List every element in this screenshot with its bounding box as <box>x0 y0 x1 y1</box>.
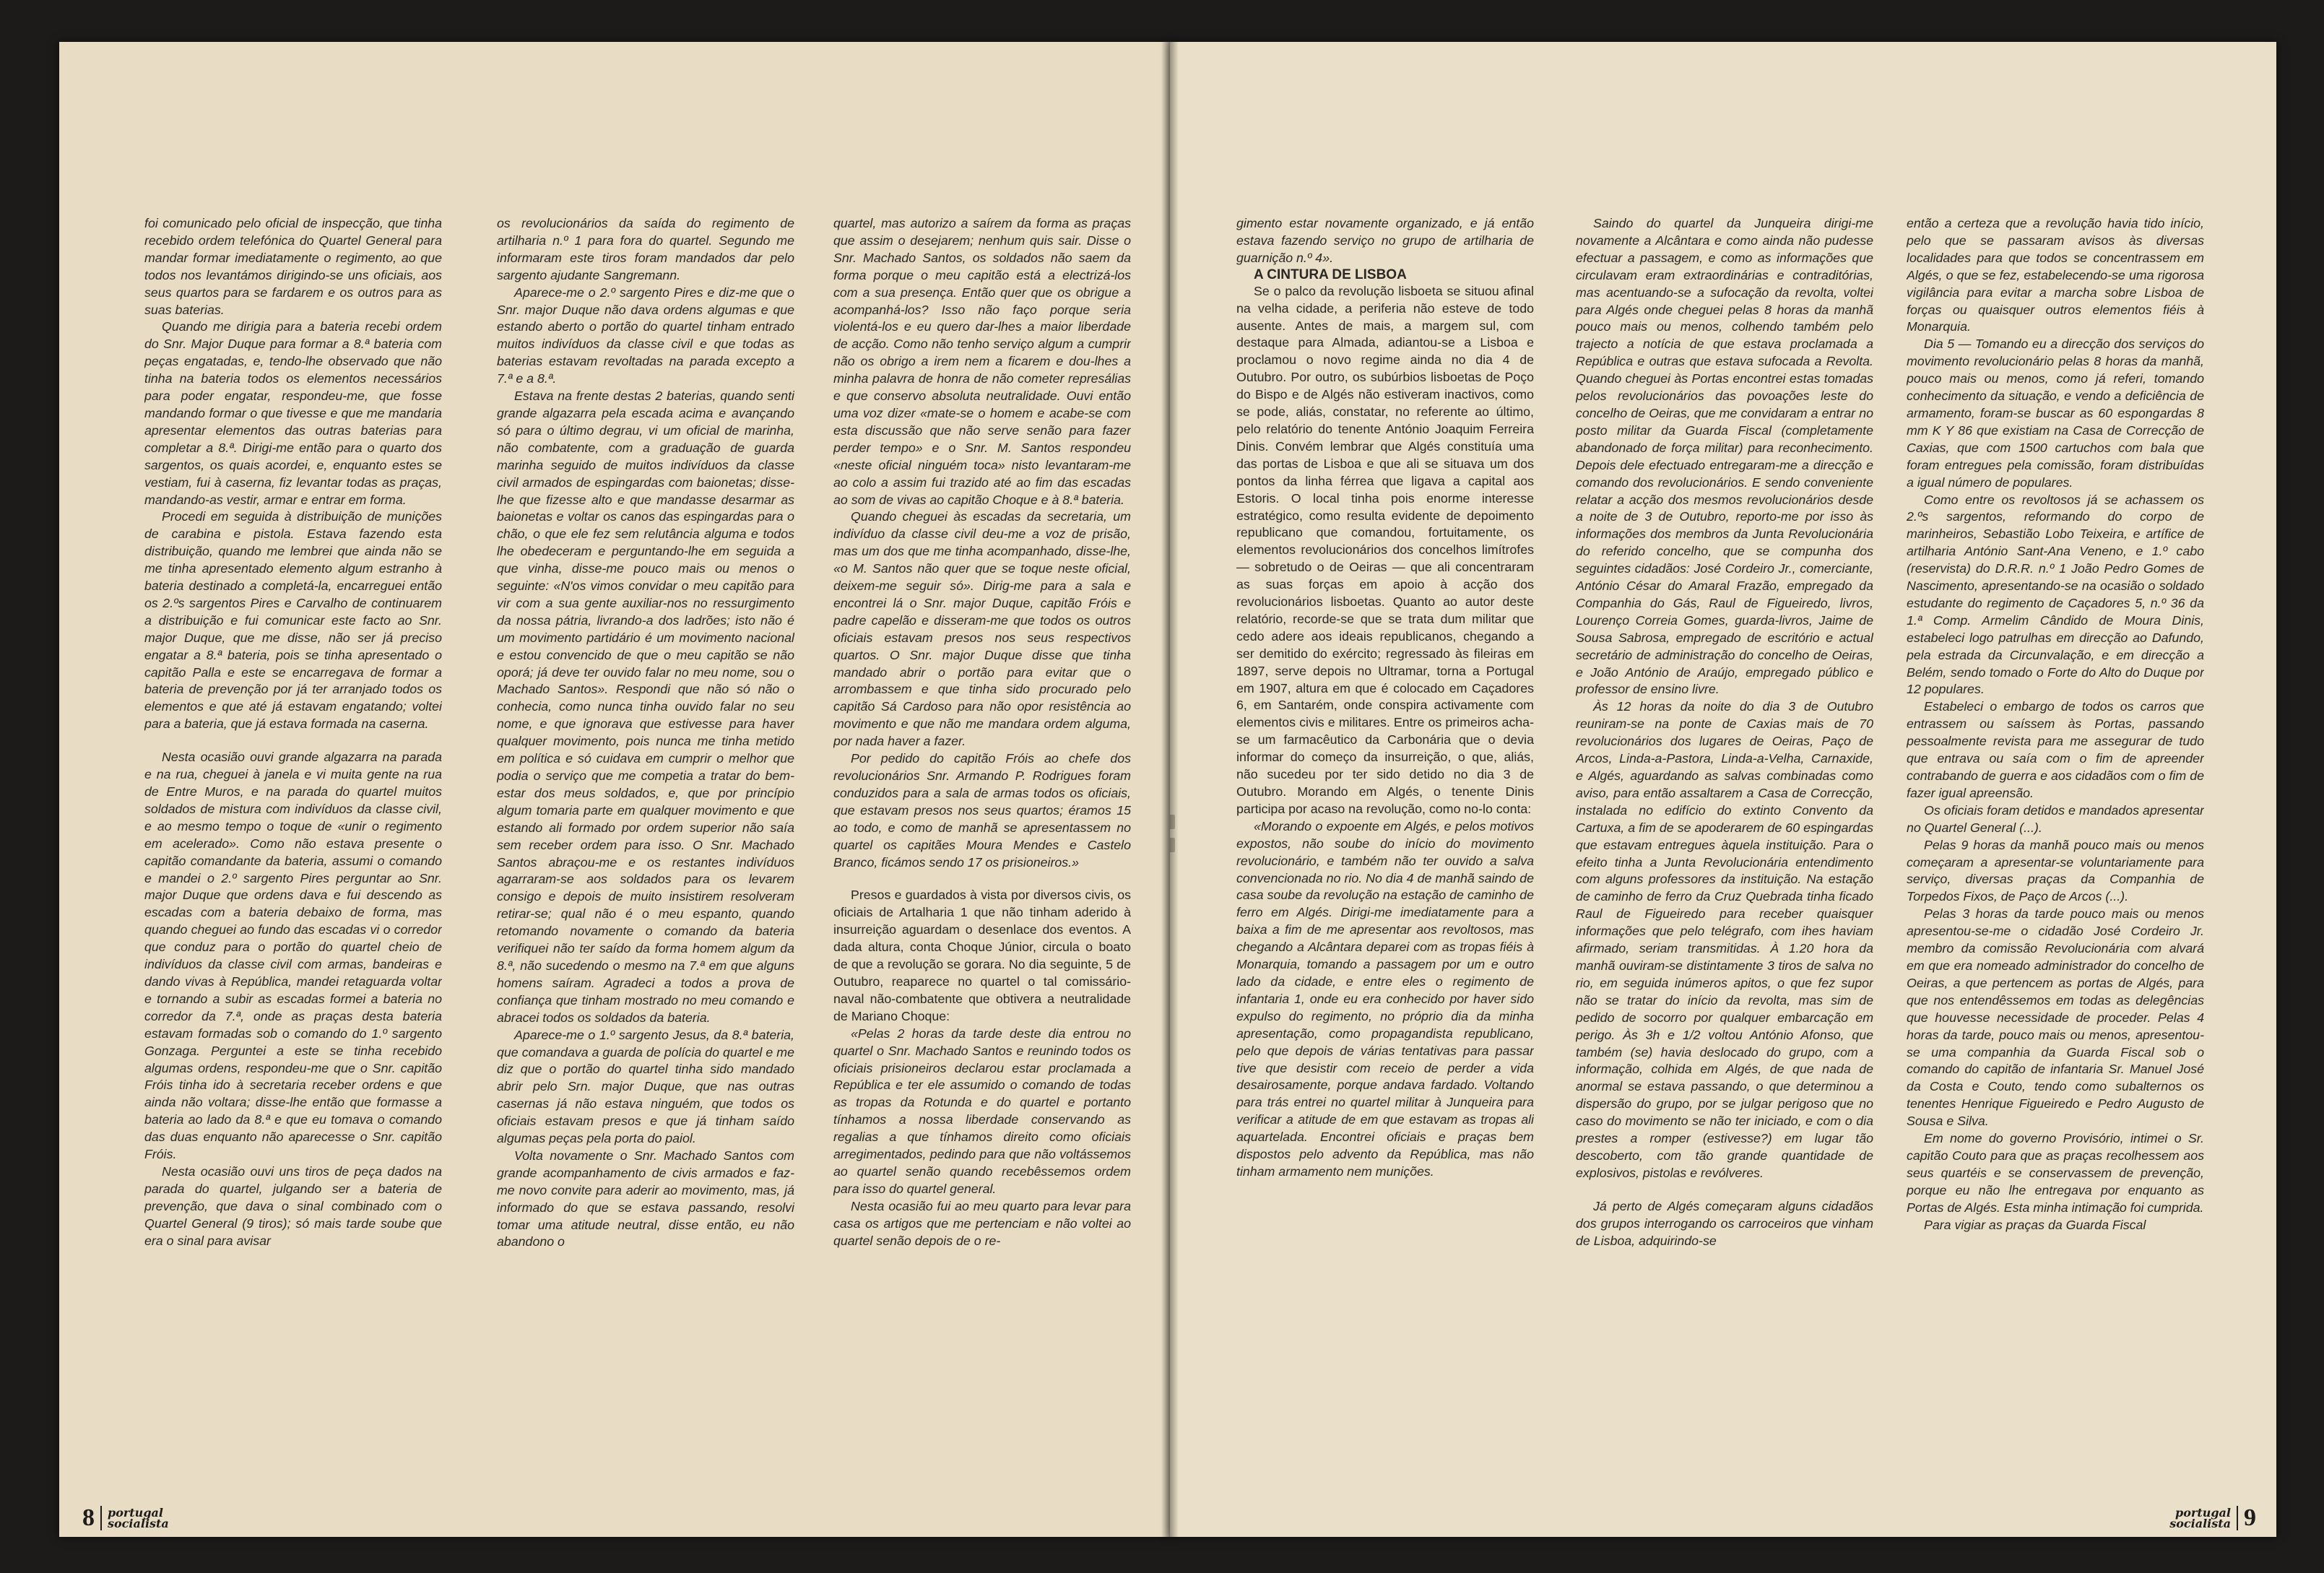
paragraph: Por pedido do capitão Fróis ao chefe dos revolucionários Snr. Armando P. Rodrigues foram conduzidos para a sala de armas todos os oficiais, que estavam presos nos seus quartos; éramos 15 ao todo, e como de manhã se apresentassem no quartel os capitães Moura Mendes e Castelo Branco, ficámos sendo 17 os prisioneiros.» <box>833 751 1131 870</box>
magazine-logo: portugal socialista <box>2169 1506 2231 1530</box>
paragraph: Nesta ocasião fui ao meu quarto para levar para casa os artigos que me pertenciam e não voltei ao quartel senão depois de o re- <box>833 1198 1131 1248</box>
paragraph: os revolucionários da saída do regimento de artilharia n.º 1 para fora do quartel. Segundo me informaram este tiros foram mandados dar pelo sargento ajudante Sangremann. <box>497 216 794 282</box>
paragraph: Pelas 9 horas da manhã pouco mais ou menos começaram a apresentar-se voluntariamente para serviço, diversas praças da Companhia de Torpedos Fixos, de Paço de Arcos (...). <box>1907 837 2204 904</box>
paragraph: Os oficiais foram detidos e mandados apresentar no Quartel General (...). <box>1907 802 2204 835</box>
paragraph: Estabeleci o embargo de todos os carros que entrassem ou saíssem às Portas, passando pessoalmente revista para me assegurar de tudo que entrava ou saía com o fim de apreender contrabando de guerra e aos cidadãos com o fim de fazer igual apreensão. <box>1907 699 2204 800</box>
paragraph: Estava na frente destas 2 baterias, quando senti grande algazarra pela escada acima e avançando só para o último degrau, vi um oficial de marinha, não combatente, com a graduação de guarda marinha seguido de muitos indivíduos da classe civil armados de espingardas com baionetas; disse-lhe que fizesse alto e que mandasse desarmar as baionetas e voltar os canos das espingardas para o chão, o que ele fez sem relutância alguma e todos lhe obedeceram e perguntando-lhe em seguida a que vinha, disse-me pouco mais ou menos o seguinte: «N'os vimos convidar o meu capitão para vir com a sua gente auxiliar-nos no ressurgimento da nossa pátria, livrando-a dos ladrões; isto não é um movimento partidário é um movimento nacional e estou convencido de que o meu capitão se não oporá; já deve ter ouvido falar no meu nome, sou o Machado Santos». Respondi que não só não o conhecia, como nunca tinha ouvido falar no seu nome, e que ignorava que estivesse para haver qualquer movimento, pois nunca me tinha metido em política e só cuidava em cumprir o melhor que podia o serviço que me competia a tratar do bem-estar dos meus soldados, e, que por princípio algum tomaria parte em qualquer movimento e que estando ali formado por ordem superior não saía sem receber ordem para isso. O Snr. Machado Santos abraçou-me e os restantes indivíduos agarraram-se aos soldados para os levarem consigo e depois de muito insistirem resolveram retirar-se; qual não é o meu espanto, quando retomando novamente o comando da bateria verifiquei não ter saído da forma homem algum da 8.ª, não sucedendo o mesmo na 7.ª em que alguns homens saíram. Agradeci a todos a prova de confiança que tinham mostrado no meu comando e abracei todos os soldados da bateria. <box>497 389 794 1025</box>
paragraph: foi comunicado pelo oficial de inspecção, que tinha recebido ordem telefónica do Quartel General para mandar formar imediatamente o regimento, ao que todos nos levantámos dirigindo-se uns oficiais, aos seus quartos para se fardarem e os outros para as suas baterias. <box>144 216 442 317</box>
left-column-2 <box>497 215 794 1486</box>
right-page <box>1170 42 2276 1537</box>
paragraph: Se o palco da revolução lisboeta se situou afinal na velha cidade, a periferia não esteve de todo ausente. Antes de mais, a margem sul, com destaque para Almada, adiantou-se a Lisboa e proclamou o novo regime ainda no dia 4 de Outubro. Por outro, os subúrbios lisboetas de Poço do Bispo e de Algés não estiveram inactivos, como se pode, aliás, constatar, no referente ao último, pelo relatório do tenente António Joaquim Ferreira Dinis. Convém lembrar que Algés constituía uma das portas de Lisboa e que ali se situava um dos pontos da linha férrea que ligava a capital aos Estoris. O local tinha pois enorme interesse estratégico, como resulta evidente de depoimento republicano que comandou, fortuitamente, os elementos revolucionários dos concelhos limítrofes — sobretudo o de Oeiras — que ali concentraram as suas forças em apoio à acção dos revolucionários lisboetas. Quanto ao autor deste relatório, recorde-se que se trata dum militar que cedo adere aos ideais republicanos, chegando a ser demitido do exército; regressado às fileiras em 1897, serve depois no Ultramar, torna a Portugal em 1907, altura em que é colocado em Caçadores 6, em Santarém, onde conspira activamente com elementos civis e militares. Entre os primeiros acha-se um farmacêutico da Carbonária que o devia informar do começo da insurreição, o que, aliás, não sucedeu por ter sido detido no dia 3 de Outubro. Morando em Algés, o tenente Dinis participa por acaso na revolução, como no-lo conta: <box>1236 283 1534 816</box>
paragraph: Nesta ocasião ouvi uns tiros de peça dados na parada do quartel, julgando ser a bateria de prevenção, que dava o sinal combinado com o Quartel General (9 tiros); só mais tarde soube que era o sinal para avisar <box>144 1164 442 1248</box>
paragraph: então a certeza que a revolução havia tido início, pelo que se passaram avisos às diversas localidades para que todos se concentrassem em Algés, o que se fez, estabelecendo-se uma rigorosa vigilância para evitar a marcha sobre Lisboa de forças ou quaisquer outros elementos fiéis à Monarquia. <box>1907 216 2204 334</box>
left-column-3 <box>833 215 1131 1486</box>
paragraph: «Pelas 2 horas da tarde deste dia entrou no quartel o Snr. Machado Santos e reunindo todos os oficiais prisioneiros declarou estar proclamada a República e ter ele assumido o comando de todas as tropas da Rotunda e do quartel e portanto tínhamos a nossa liberdade conservando as regalias a que tínhamos direito como oficiais arregimentados, pedindo para que não voltássemos ao quartel senão quando recebêssemos ordem para isso do quartel general. <box>833 1026 1131 1196</box>
spine-gutter <box>1161 42 1179 1537</box>
paragraph: Nesta ocasião ouvi grande algazarra na parada e na rua, cheguei à janela e vi muita gente na rua de Entre Muros, e na parada do quartel muitos soldados de mistura com indivíduos da classe civil, e ao mesmo tempo o toque de «unir o regimento em acelerado». Como não estava presente o capitão comandante da bateria, assumi o comando e mandei o 2.º sargento Pires perguntar ao Snr. major Duque que ordens dava e fui descendo as escadas com a bateria debaixo de forma, mas quando cheguei ao fundo das escadas vi o corredor que conduz para o portão do quartel cheio de indivíduos da classe civil com armas, bandeiras e dando vivas à República, mandei retaguarda voltar e tornando a subir as escadas formei a bateria no corredor da 7.ª, onde as praças desta bateria estavam formadas sob o comando do 1.º sargento Gonzaga. Perguntei a este se tinha recebido algumas ordens, respondeu-me que o Snr. capitão Fróis tinha ido à secretaria receber ordens e que ainda não voltara; disse-lhe então que formasse a bateria ao lado da 8.ª e que eu tomava o comando das duas enquanto não aparecesse o Snr. capitão Fróis. <box>144 750 442 1162</box>
paragraph: Às 12 horas da noite do dia 3 de Outubro reuniram-se na ponte de Caxias mais de 70 revolucionários dos lugares de Oeiras, Paço de Arcos, Linda-a-Pastora, Linda-a-Velha, Carnaxide, e Algés, aguardando as salvas combinadas como aviso, para então assaltarem a Casa de Correcção, instalada no edifício do extinto Convento da Cartuxa, a fim de se apoderarem de 60 espingardas que estavam entregues àquela instituição. Para o efeito tinha a Junta Revolucionária entendimento com alguns professores da instituição. Na estação de caminho de ferro da Cruz Quebrada tinha ficado Raul de Figueiredo para receber quaisquer informações que pelo telégrafo, com ihes haviam afirmado, seriam transmitidas. À 1.20 hora da manhã ouviram-se distintamente 3 tiros de salva no rio, em seguida inúmeros apitos, o que fez supor não se tratar do início da revolta, mas sim de pedido de socorro por qualquer embarcação em perigo. Às 3h e 1/2 voltou António Afonso, que também (se) havia deslocado do grupo, com a informação, colhida em Algés, de que nada de anormal se estava passando, o que determinou a dispersão do grupo, por se julgar perigoso que no caso do movimento se não ter iniciado, e com o dia prestes a romper (estivesse?) em lugar tão descoberto, com tão grande quantidade de explosivos, pistolas e revólveres. <box>1576 699 1873 1180</box>
right-page-footer <box>2169 1504 2256 1532</box>
page-number: 8 <box>82 1504 95 1531</box>
paragraph: Procedi em seguida à distribuição de munições de carabina e pistola. Estava fazendo esta distribuição, quando me lembrei que ainda não se me tinha apresentado elemento algum estranho à bateria destinado a completá-la, encarreguei então os 2.ºs sargentos Pires e Carvalho de continuarem a distribuição e fui comunicar este facto ao Snr. major Duque, que me disse, não ser já preciso engatar a 8.ª bateria, pois se tinha apresentado o capitão Palla e este se encarregava de formar a bateria de prevenção por já ter arranjado todos os elementos e que até já estavam engatando; voltei para a bateria, que já estava formada na caserna. <box>144 509 442 732</box>
left-page-footer <box>82 1504 169 1532</box>
paragraph: Volta novamente o Snr. Machado Santos com grande acompanhamento de civis armados e faz-me novo convite para aderir ao movimento, mas, já informado do que se estava passando, resolvi tomar uma atitude neutral, disse então, eu não abandono o <box>497 1148 794 1249</box>
paragraph: Aparece-me o 1.º sargento Jesus, da 8.ª bateria, que comandava a guarda de polícia do quartel e me diz que o portão do quartel tinha sido mandado abrir pelo Srn. major Duque, que nas outras casernas já não estava ninguém, que todos os oficiais estavam presos e que já tinham saído algumas peças pela porta do paiol. <box>497 1027 794 1146</box>
right-column-3 <box>1907 215 2204 1486</box>
paragraph: Como entre os revoltosos já se achassem os 2.ºs sargentos, reformando do corpo de marinheiros, Sebastião Lobo Teixeira, e artífice de artilharia António Sant-Ana Veneno, e 1.º cabo (reservista) do D.R.R. n.º 1 João Pedro Gomes de Nascimento, apresentando-se na ocasião o soldado estudante do regimento de Caçadores 5, n.º 36 da 1.ª Comp. Armelim Cândido de Moura Dinis, estabeleci logo patrulhas em direcção ao Dafundo, pela estrada da Circunvalação, e em direcção a Belém, sendo tomado o Forte do Alto do Duque por 12 populares. <box>1907 492 2204 697</box>
paragraph: Aparece-me o 2.º sargento Pires e diz-me que o Snr. major Duque não dava ordens algumas e que estando aberto o portão do quartel tinham entrado muitos indivíduos da classe civil e que todas as baterias estavam revoltadas na parada excepto a 7.ª e a 8.ª. <box>497 285 794 386</box>
page-number: 9 <box>2244 1504 2256 1531</box>
folio-divider <box>2237 1506 2238 1530</box>
paragraph: Pelas 3 horas da tarde pouco mais ou menos apresentou-se-me o cidadão José Cordeiro Jr. membro da comissão Revolucionária com alvará em que era nomeado administrador do concelho de Oeiras, a que pertencem as portas de Algés, para que nos entendêssemos em todas as delegências que houvesse necessidade de proceder. Pelas 4 horas da tarde, pouco mais ou menos, apresentou-se uma companhia da Guarda Fiscal sob o comando do capitão de infantaria Sr. Manuel José da Costa e Couto, tendo como subalternos os tenentes Henrique Figueiredo e Pedro Augusto de Sousa e Silva. <box>1907 906 2204 1129</box>
left-page <box>59 42 1170 1537</box>
paragraph: gimento estar novamente organizado, e já então estava fazendo serviço no grupo de artilharia de guarnição n.º 4». <box>1236 216 1534 265</box>
right-column-1 <box>1236 215 1534 1486</box>
paragraph: Quando cheguei às escadas da secretaria, um indivíduo da classe civil deu-me a voz de prisão, mas um dos que me tinha acompanhado, disse-lhe, «o M. Santos não quer que se toque neste oficial, deixem-me seguir só». Dirig-me para a sala e encontrei lá o Snr. major Duque, capitão Fróis e padre capelão e disseram-me que todos os outros oficiais estavam presos nos seus respectivos quartos. O Snr. major Duque disse que tinha mandado abrir o portão para evitar que o arrombassem e que tinha sido procurado pelo capitão Sá Cardoso para não opor resistência ao movimento e que não me mandara ordem alguma, por nada haver a fazer. <box>833 509 1131 749</box>
paragraph: quartel, mas autorizo a saírem da forma as praças que assim o desejarem; nenhum quis sair. Disse o Snr. Machado Santos, os soldados não saem da forma porque o meu capitão está a electrizá-los com a sua presença. Então quer que os obrigue a acompanhá-los? Isso não faço porque seria violentá-los e eu quero dar-lhes a maior liberdade de acção. Como não tenho serviço algum a cumprir não os obrigo a irem nem a ficarem e dou-lhes a minha palavra de honra de não cometer represálias e que conservo absoluta neutralidade. Ouvi então uma voz dizer «mate-se o homem e acabe-se com esta discussão que não serve senão para fazer perder tempo» e o Snr. M. Santos respondeu «neste oficial ninguém toca» nisto levantaram-me ao colo a assim fui trazido até ao fim das escadas ao som de vivas ao capitão Choque e à 8.ª bateria. <box>833 216 1131 507</box>
paragraph: Saindo do quartel da Junqueira dirigi-me novamente a Alcântara e como ainda não pudesse efectuar a passagem, e como as informações que circulavam eram extraordinárias e contraditórias, mas acentuando-se a sufocação da revolta, voltei para Algés onde cheguei pelas 8 horas da manhã pouco mais ou menos, colhendo também pelo trajecto a notícia de que estava proclamada a República e outras que estava sufocada a Revolta. Quando cheguei às Portas encontrei estas tomadas pelos revolucionários das povoações leste do concelho de Oeiras, que me convidaram a entrar no posto militar da Guarda Fiscal (completamente abandonado de força militar) para reconhecimento. Depois dele efectuado entregaram-me a direcção e comando dos revolucionários. E sendo conveniente relatar a acção dos mesmos revolucionários desde a noite de 3 de Outubro, reporto-me por isso às informações dos membros da Junta Revolucionária do referido concelho, que se compunha dos seguintes cidadãos: José Cordeiro Jr., comerciante, António César do Amaral Frazão, empregado da Companhia do Gás, Raul de Figueiredo, livros, Lourenço Correia Gomes, guarda-livros, Jaime de Sousa Sabrosa, empregado de escritório e actual secretário de administração do concelho de Oeiras, e João António de Araújo, empregado público e professor de ensino livre. <box>1576 216 1873 697</box>
paragraph: Já perto de Algés começaram alguns cidadãos dos grupos interrogando os carroceiros que vinham de Lisboa, adquirindo-se <box>1576 1198 1873 1248</box>
paragraph: Quando me dirigia para a bateria recebi ordem do Snr. Major Duque para formar a 8.ª bateria com peças engatadas, e, tendo-lhe observado que não tinha na bateria todos os elementos necessários para poder engatar, respondeu-me, que fosse mandando formar o que tivesse e que me mandaria apresentar elementos das outras baterias para completar a 8.ª. Dirigi-me então para o quarto dos sargentos, os quais acordei, e, enquanto estes se vestiam, fui à caserna, fiz levantar todas as praças, mandando-as vestir, armar e entrar em forma. <box>144 319 442 507</box>
paragraph: Para vigiar as praças da Guarda Fiscal <box>1924 1217 2146 1232</box>
magazine-logo: portugal socialista <box>108 1506 169 1530</box>
paragraph: «Morando o expoente em Algés, e pelos motivos expostos, não soube do início do movimento revolucionário, e também não ter ouvido a salva convencionada no rio. No dia 4 de manhã saindo de casa soube da revolução na estação de caminho de ferro em Algés. Dirigi-me imediatamente para a baixa a fim de me apresentar aos revoltosos, mas chegando a Alcântara deparei com as tropas fiéis à Monarquia, tomando a passagem por um e outro lado da cidade, e entre eles o regimento de infantaria 1, onde eu era conhecido por haver sido expulso do regimento, no próprio dia da minha apresentação, como propagandista republicano, pelo que depois de várias tentativas para passar tive que desistir com receio de perder a vida desairosamente, porque andava fardado. Voltando para trás entrei no quartel militar à Junqueira para verificar a atitude de em que estavam as tropas ali aquartelada. Encontrei oficiais e praças bem dispostos pelo advento da República, mas não tinham armamento nem munições. <box>1236 818 1534 1179</box>
paragraph: Em nome do governo Provisório, intimei o Sr. capitão Couto para que as praças recolhessem aos seus quartéis e se conservassem de prevenção, porque eu não lhe entregava por enquanto as Portas de Algés. Esta minha intimação foi cumprida. <box>1907 1131 2204 1215</box>
right-column-2 <box>1576 215 1873 1486</box>
paragraph: Presos e guardados à vista por diversos civis, os oficiais de Artalharia 1 que não tinham aderido à insurreição aguardam o desenlace dos eventos. A dada altura, conta Choque Júnior, circula o boato de que a revolução se gorara. No dia seguinte, 5 de Outubro, reaparece no quartel o tal comissário-naval não-combatente que obtivera a neutralidade de Mariano Choque: <box>833 888 1131 1023</box>
paragraph: Dia 5 — Tomando eu a direcção dos serviços do movimento revolucionário pelas 8 horas da manhã, pouco mais ou menos, como já referi, tomando conhecimento da situação, e vendo a deficiência de armamento, foram-se buscar as 60 espongardas 8 mm K Y 86 que existiam na Casa de Correcção de Caxias, que com 1500 cartuchos com bala que foram entregues pela comissão, foram distribuídas a igual número de populares. <box>1907 337 2204 490</box>
left-column-1 <box>144 215 442 1486</box>
folio-divider <box>100 1506 102 1530</box>
section-heading: A CINTURA DE LISBOA <box>1254 266 1407 282</box>
